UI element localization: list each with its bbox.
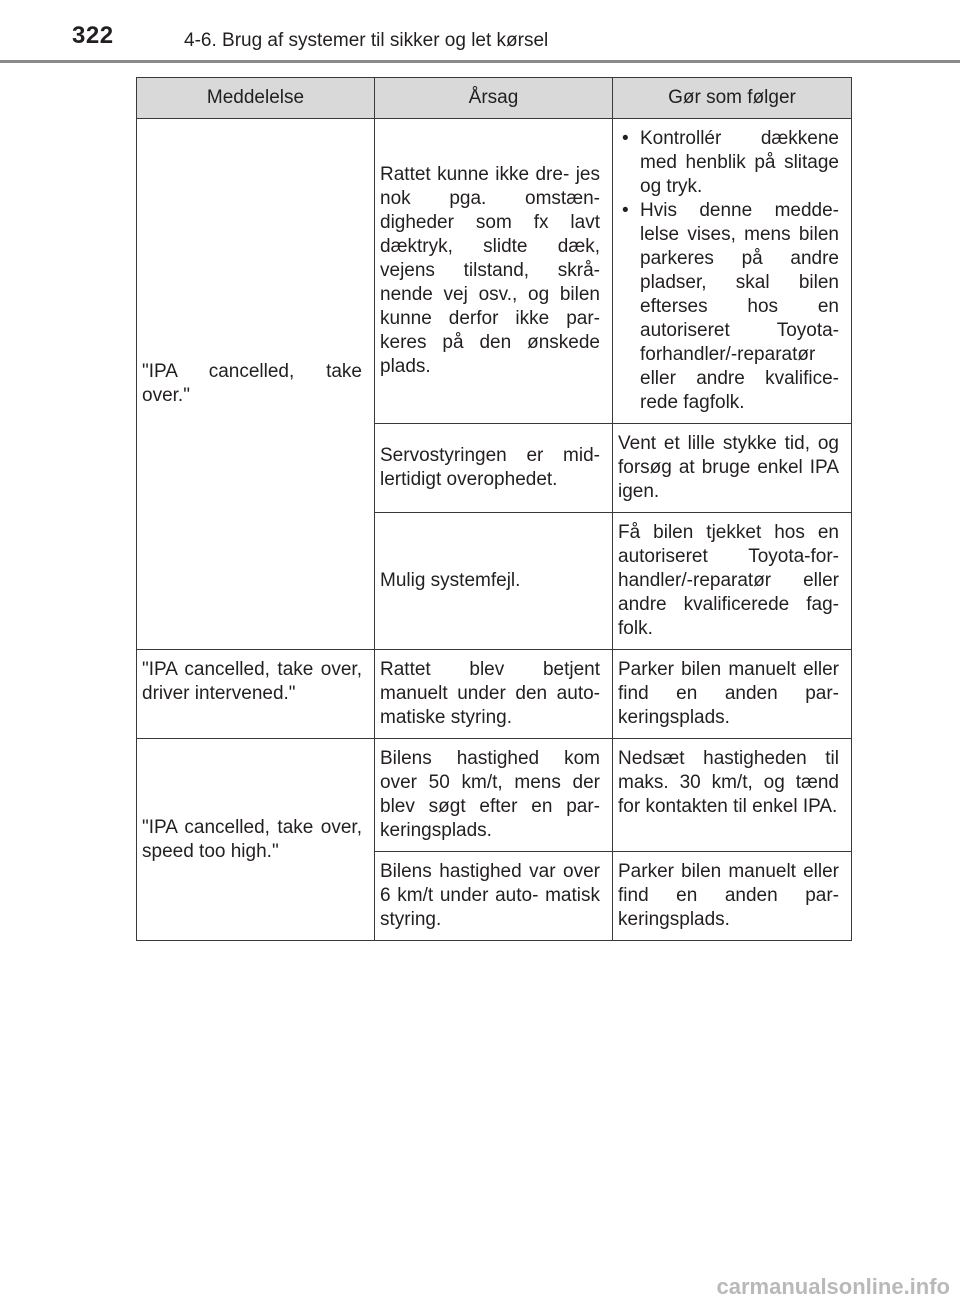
- table-header-row: [137, 78, 852, 119]
- action-cell: Parker bilen manuelt eller find en anden par- keringsplads.: [613, 650, 852, 739]
- list-item: • Hvis denne medde- lelse vises, mens bilen parkeres på andre pladser, skal bilen efterses hos en autoriseret Toyota- forhandler/-reparatør eller andre kvalifice- rede fagfolk.: [618, 199, 839, 415]
- page-header: [0, 0, 960, 64]
- cause-cell: Bilens hastighed var over 6 km/t under auto- matisk styring.: [375, 852, 613, 941]
- message-cell: "IPA cancelled, take over.": [137, 119, 375, 650]
- cause-cell: Bilens hastighed kom over 50 km/t, mens der blev søgt efter en par- keringsplads.: [375, 739, 613, 852]
- cause-cell: Mulig systemfejl.: [375, 513, 613, 650]
- action-cell: Nedsæt hastigheden til maks. 30 km/t, og tænd for kontakten til enkel IPA.: [613, 739, 852, 852]
- action-cell: [613, 119, 852, 424]
- page-number: 322: [72, 22, 114, 49]
- message-cell: "IPA cancelled, take over, driver intervened.": [137, 650, 375, 739]
- section-title: 4-6. Brug af systemer til sikker og let kørsel: [184, 30, 549, 51]
- table-row: [137, 739, 852, 852]
- message-cell: "IPA cancelled, take over, speed too high.": [137, 739, 375, 941]
- table-row: [137, 119, 852, 424]
- message-table: [136, 77, 852, 941]
- action-cell: Parker bilen manuelt eller find en anden par- keringsplads.: [613, 852, 852, 941]
- cause-cell: Servostyringen er mid- lertidigt overophedet.: [375, 424, 613, 513]
- list-item: • Kontrollér dækkene med henblik på slitage og tryk.: [618, 127, 839, 199]
- action-cell: Vent et lille stykke tid, og forsøg at bruge enkel IPA igen.: [613, 424, 852, 513]
- table-row: [137, 650, 852, 739]
- watermark: carmanualsonline.info: [716, 1274, 950, 1299]
- action-cell: Få bilen tjekket hos en autoriseret Toyota-for- handler/-reparatør eller andre kvalificerede fag- folk.: [613, 513, 852, 650]
- header-divider: [0, 60, 960, 63]
- column-header-action: Gør som følger: [613, 78, 852, 119]
- column-header-cause: Årsag: [375, 78, 613, 119]
- cause-cell: Rattet blev betjent manuelt under den auto- matiske styring.: [375, 650, 613, 739]
- action-bullet-list: [618, 127, 839, 415]
- cause-cell: Rattet kunne ikke dre- jes nok pga. omstæn- digheder som fx lavt dæktryk, slidte dæk, vejens tilstand, skrå- nende vej osv., og bilen kunne derfor ikke par- keres på den ønskede plads.: [375, 119, 613, 424]
- column-header-message: Meddelelse: [137, 78, 375, 119]
